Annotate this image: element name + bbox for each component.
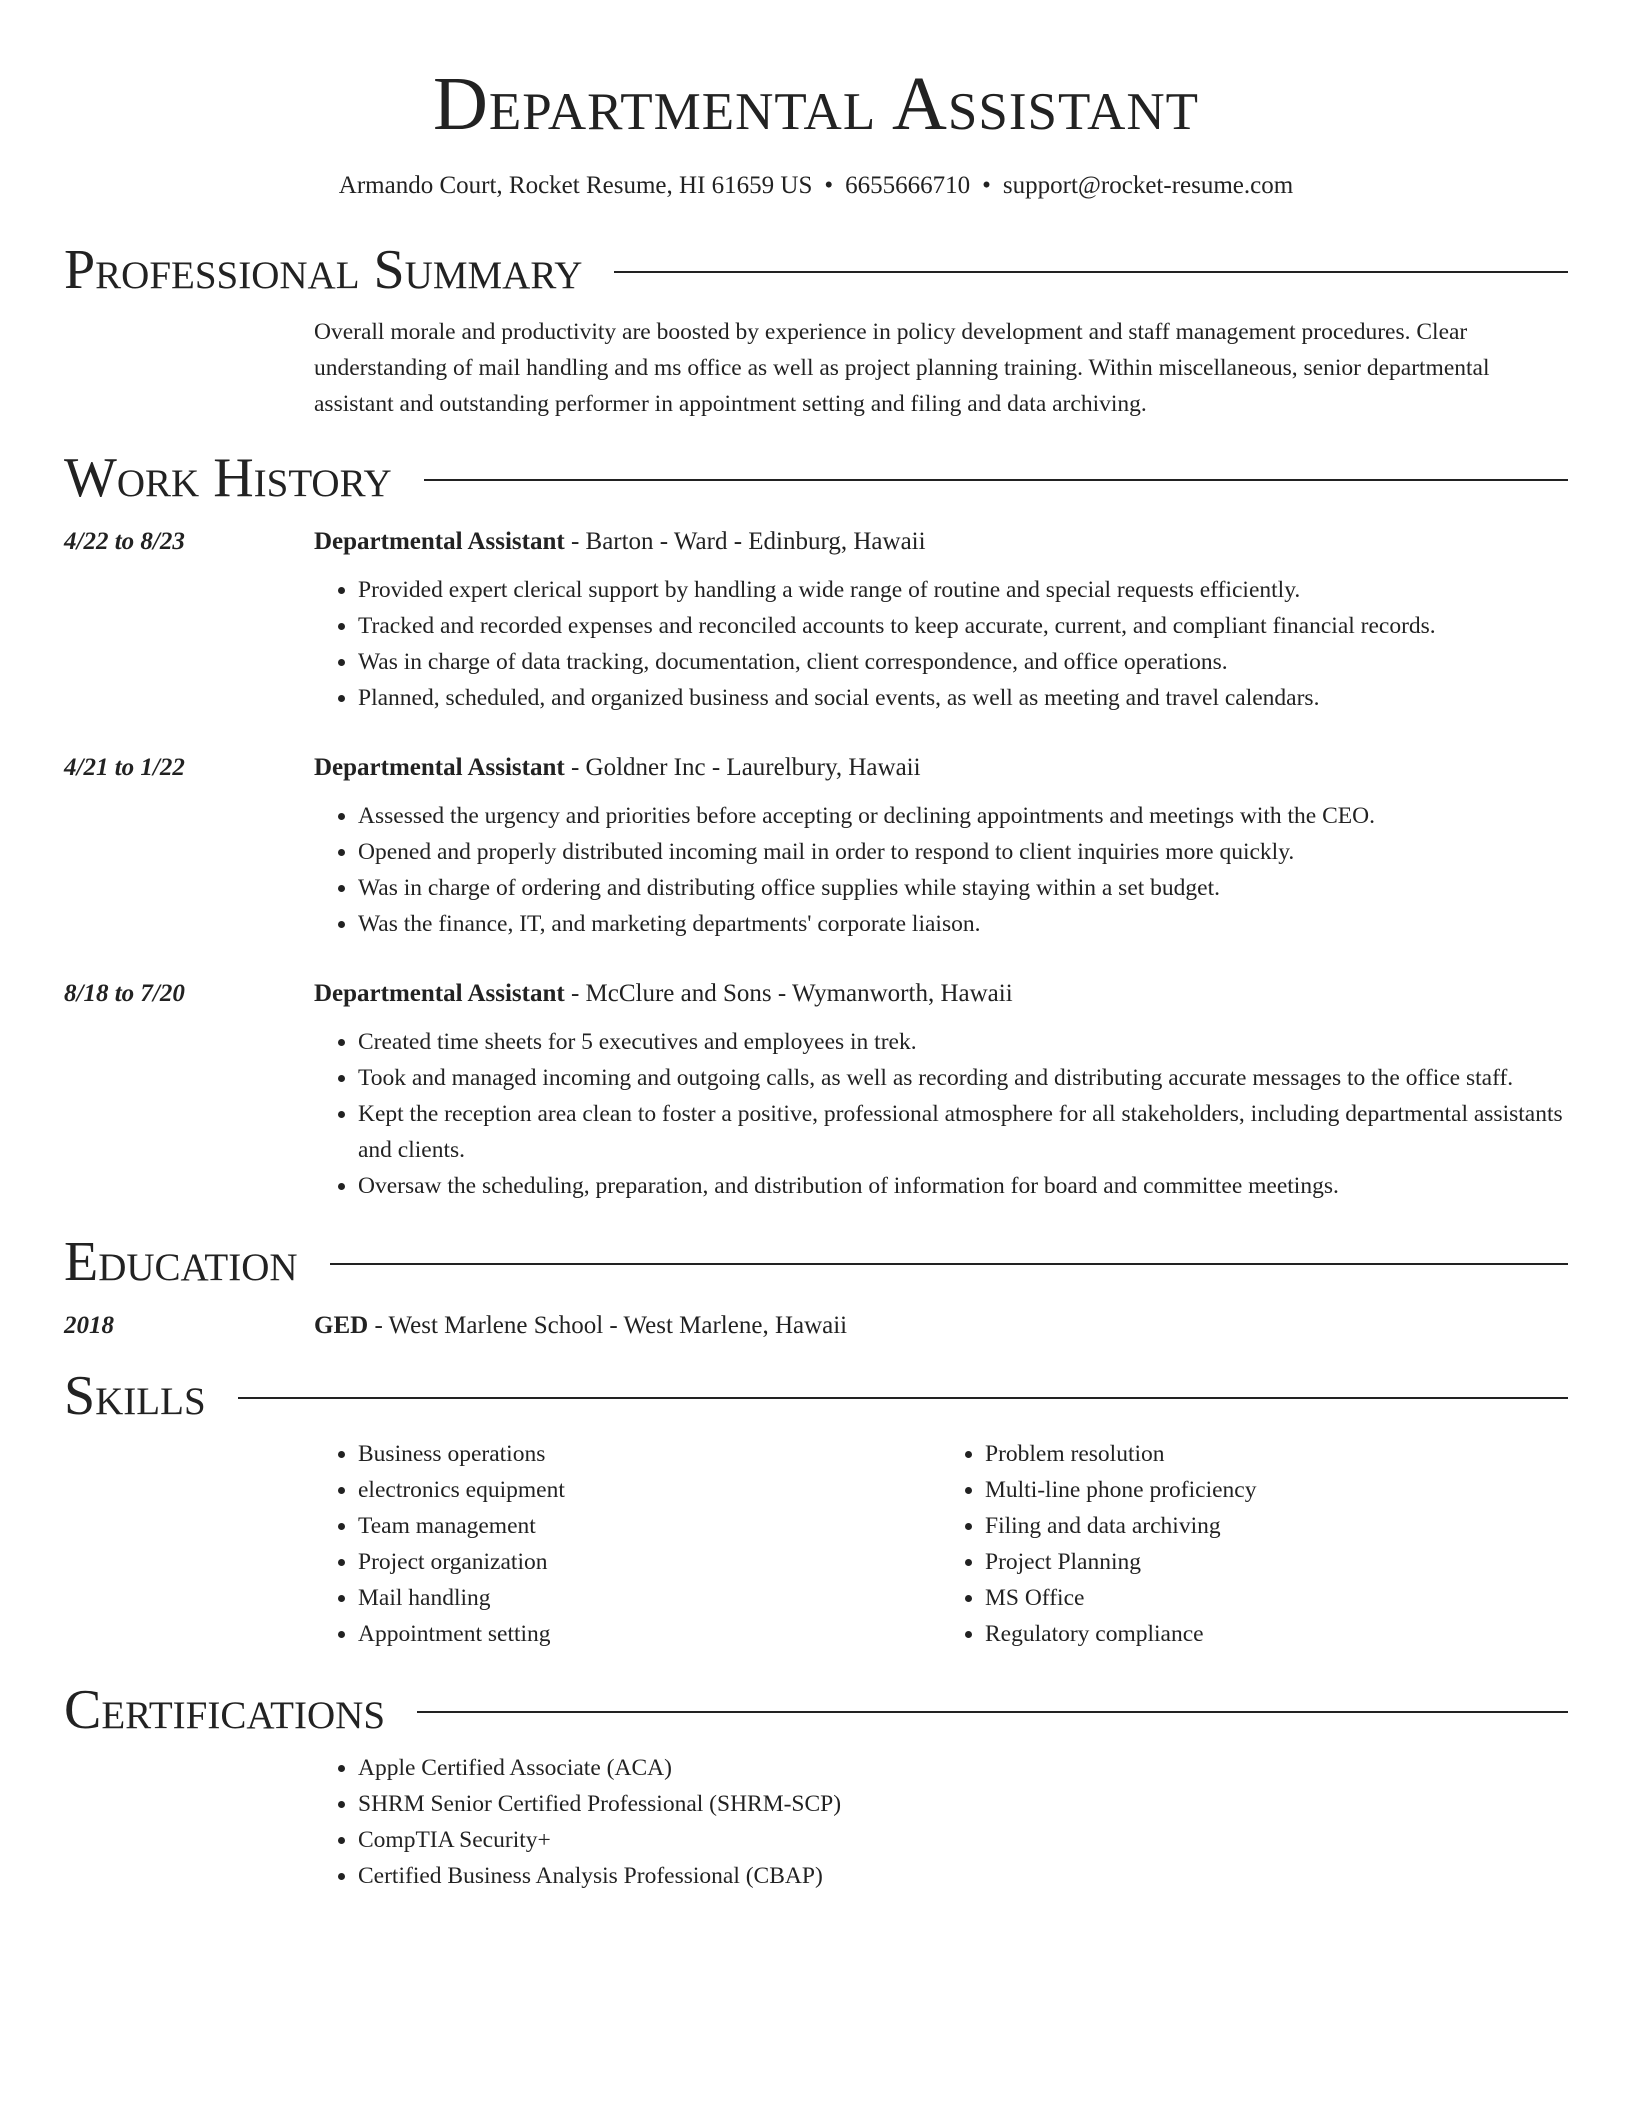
skill-item: • Mail handling — [358, 1580, 941, 1616]
education-section-header — [64, 1230, 1568, 1294]
job-bullet: • Assessed the urgency and priorities before accepting or declining appointments and meetings with the CEO. — [358, 798, 1568, 834]
certifications-heading: Certifications — [64, 1679, 386, 1741]
section-divider — [330, 1263, 1568, 1265]
summary-section-header — [64, 238, 1568, 302]
education-year: 2018 — [64, 1312, 114, 1339]
resume-name: Departmental Assistant — [432, 62, 1200, 146]
skills-heading: Skills — [64, 1365, 206, 1427]
skill-item: • Problem resolution — [985, 1436, 1568, 1472]
certifications-section-header — [64, 1678, 1568, 1742]
job-bullet: • Was the finance, IT, and marketing departments' corporate liaison. — [358, 906, 1568, 942]
job-title: Departmental Assistant — [314, 754, 565, 781]
job-title: Departmental Assistant — [314, 528, 565, 555]
education-school: - West Marlene School - West Marlene, Hawaii — [368, 1312, 848, 1339]
section-divider — [424, 479, 1568, 481]
job-content — [314, 750, 1568, 942]
skill-item: • Team management — [358, 1508, 941, 1544]
job-dates: 4/22 to 8/23 — [64, 528, 185, 555]
certification-item: • CompTIA Security+ — [358, 1822, 1568, 1858]
skill-item: • MS Office — [985, 1580, 1568, 1616]
job-bullet: • Created time sheets for 5 executives and employees in trek. — [358, 1024, 1568, 1060]
work-heading: Work History — [64, 447, 392, 509]
contact-address: Armando Court, Rocket Resume, HI 61659 US — [338, 172, 813, 199]
section-divider — [417, 1711, 1568, 1713]
job-bullet: • Was in charge of ordering and distributing office supplies while staying within a set budget. — [358, 870, 1568, 906]
job-bullets — [314, 798, 1568, 942]
job-title: Departmental Assistant — [314, 980, 565, 1007]
job-bullet: • Opened and properly distributed incoming mail in order to respond to client inquiries more quickly. — [358, 834, 1568, 870]
section-divider — [614, 271, 1568, 273]
job-bullet: • Provided expert clerical support by handling a wide range of routine and special requests efficiently. — [358, 572, 1568, 608]
section-divider — [238, 1397, 1568, 1399]
skills-column-left — [314, 1436, 941, 1652]
contact-email: support@rocket-resume.com — [1002, 172, 1294, 199]
education-entry — [64, 1308, 1568, 1344]
certification-item: • Certified Business Analysis Professional (CBAP) — [358, 1858, 1568, 1894]
job-dates: 8/18 to 7/20 — [64, 980, 185, 1007]
job-content — [314, 524, 1568, 716]
job-content — [314, 976, 1568, 1204]
job-entry — [64, 524, 1568, 716]
skill-item: • Project Planning — [985, 1544, 1568, 1580]
contact-line — [64, 170, 1568, 202]
certifications-bullets — [314, 1750, 1568, 1894]
job-bullets — [314, 572, 1568, 716]
job-employer: - Goldner Inc - Laurelbury, Hawaii — [564, 754, 921, 781]
certification-item: • Apple Certified Associate (ACA) — [358, 1750, 1568, 1786]
job-employer: - Barton - Ward - Edinburg, Hawaii — [564, 528, 926, 555]
job-title-line — [314, 750, 1568, 786]
summary-text: Overall morale and productivity are boosted by experience in policy development and staff management procedures. Clear understanding of mail handling and ms office as well as project planning training. Within miscellaneous, senior departmental assistant and outstanding performer in appointment setting and filing and data archiving. — [314, 319, 1490, 417]
contact-separator: • — [982, 172, 991, 199]
job-bullet: • Was in charge of data tracking, documentation, client correspondence, and office operations. — [358, 644, 1568, 680]
job-bullet: • Planned, scheduled, and organized business and social events, as well as meeting and travel calendars. — [358, 680, 1568, 716]
job-bullet: • Took and managed incoming and outgoing calls, as well as recording and distributing accurate messages to the office staff. — [358, 1060, 1568, 1096]
skill-item: • Multi-line phone proficiency — [985, 1472, 1568, 1508]
skill-item: • electronics equipment — [358, 1472, 941, 1508]
job-dates: 4/21 to 1/22 — [64, 754, 185, 781]
skill-item: • Business operations — [358, 1436, 941, 1472]
skills-section-header — [64, 1364, 1568, 1428]
contact-phone: 6655666710 — [845, 172, 971, 199]
job-bullet: • Tracked and recorded expenses and reconciled accounts to keep accurate, current, and compliant financial records. — [358, 608, 1568, 644]
job-entry — [64, 976, 1568, 1204]
job-title-line — [314, 524, 1568, 560]
skills-column-right — [941, 1436, 1568, 1652]
contact-separator: • — [824, 172, 834, 199]
certifications-list — [64, 1750, 1568, 1894]
skill-item: • Regulatory compliance — [985, 1616, 1568, 1652]
summary-heading: Professional Summary — [64, 239, 583, 301]
education-degree: GED — [314, 1312, 369, 1339]
job-title-line — [314, 976, 1568, 1012]
certification-item: • SHRM Senior Certified Professional (SHRM-SCP) — [358, 1786, 1568, 1822]
job-employer: - McClure and Sons - Wymanworth, Hawaii — [564, 980, 1013, 1007]
job-bullets — [314, 1024, 1568, 1204]
skill-item: • Filing and data archiving — [985, 1508, 1568, 1544]
job-bullet: • Oversaw the scheduling, preparation, and distribution of information for board and committee meetings. — [358, 1168, 1568, 1204]
skill-item: • Appointment setting — [358, 1616, 941, 1652]
work-section-header — [64, 446, 1568, 510]
job-entry — [64, 750, 1568, 942]
job-bullet: • Kept the reception area clean to foster a positive, professional atmosphere for all stakeholders, including departmental assistants and clients. — [358, 1096, 1568, 1168]
education-line — [314, 1308, 1568, 1344]
education-heading: Education — [64, 1231, 298, 1293]
skills-list — [64, 1436, 1568, 1652]
skill-item: • Project organization — [358, 1544, 941, 1580]
